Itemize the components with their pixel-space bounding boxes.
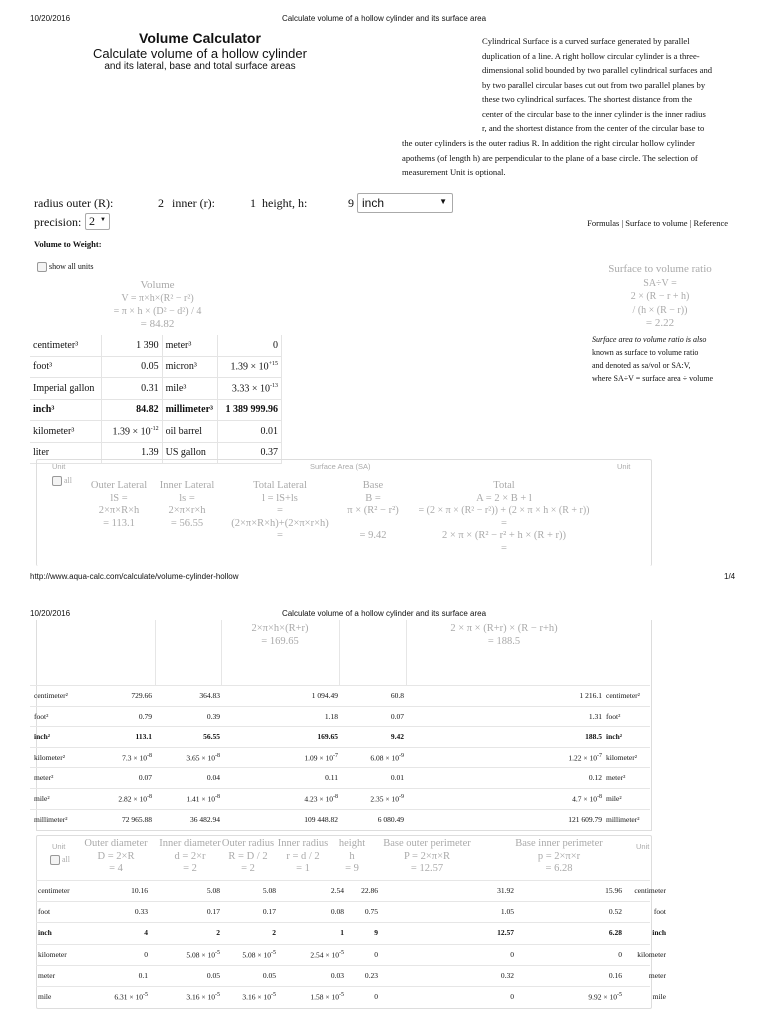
dims-row-value: $6.31 \times 10^{-5}$ bbox=[114, 992, 148, 1002]
total-lateral-formula bbox=[222, 480, 338, 543]
volume-unit: Imperial gallon bbox=[30, 378, 101, 400]
dims-header-title: height bbox=[338, 838, 366, 849]
dims-row-value: 0.33 bbox=[134, 907, 148, 917]
print-date: 10/20/2016 bbox=[30, 609, 71, 618]
dims-header-title: Inner diameter bbox=[159, 838, 221, 849]
surface-row-value: 109 448.82 bbox=[304, 814, 338, 824]
volume-formula-2: = π × h × (D² − d²) / 4 bbox=[113, 306, 202, 317]
volume-value: $1.39 \times 10^{+15}$ bbox=[218, 356, 282, 378]
volume-unit: kilometer³ bbox=[30, 421, 101, 443]
outer-lateral-f2: 2×π×R×h bbox=[98, 505, 140, 516]
dims-all-checkbox[interactable] bbox=[50, 855, 60, 865]
surface-row-value: 113.1 bbox=[135, 732, 152, 742]
description-line: these two cylindrical surfaces. The shortest distance from the bbox=[482, 94, 693, 104]
surface-row-value: $4.7 \times 10^{-8}$ bbox=[572, 794, 602, 804]
inner-lateral-f2: 2×π×r×h bbox=[168, 505, 206, 516]
inner-radius-input[interactable]: 1 bbox=[250, 196, 256, 210]
inner-lateral-f1: ls = bbox=[179, 492, 195, 504]
total-lateral-f5: 2×π×h×(R+r) bbox=[251, 623, 309, 634]
surface-row-value: $1.09 \times 10^{-7}$ bbox=[304, 752, 338, 763]
dims-row-unit-right: kilometer bbox=[637, 949, 666, 959]
volume-unit: meter³ bbox=[162, 335, 218, 356]
dims-row-unit: foot bbox=[38, 907, 51, 917]
precision-label: precision: bbox=[34, 215, 82, 229]
dims-row-value: $9.92 \times 10^{-5}$ bbox=[588, 992, 622, 1002]
dims-header-f: h bbox=[349, 850, 355, 862]
total-area-result: = 188.5 bbox=[487, 635, 521, 647]
surface-row-unit-right: inch² bbox=[606, 732, 623, 742]
volume-unit: US gallon bbox=[162, 442, 218, 464]
volume-row bbox=[30, 421, 282, 443]
chevron-down-icon: ▼ bbox=[100, 217, 106, 223]
dims-row-unit-right: mile bbox=[652, 992, 666, 1001]
total-lateral-title: Total Lateral bbox=[253, 480, 307, 491]
volume-unit: liter bbox=[30, 442, 101, 464]
description-line: Cylindrical Surface is a curved surface generated by parallel bbox=[482, 36, 690, 46]
volume-unit: centimeter³ bbox=[30, 335, 101, 356]
dims-column-header bbox=[218, 838, 278, 876]
surface-row-value: $2.82 \times 10^{-8}$ bbox=[118, 794, 152, 804]
dims-header-r: = 2 bbox=[183, 863, 197, 874]
surface-row-value: 0.39 bbox=[206, 711, 220, 721]
total-lateral-f4: = bbox=[277, 530, 283, 541]
base-f1: B = bbox=[365, 492, 381, 504]
dims-row-value: 5.08 bbox=[262, 886, 276, 895]
surface-all-checkbox[interactable] bbox=[52, 476, 62, 486]
nav-links bbox=[587, 218, 728, 228]
title-block bbox=[60, 30, 340, 72]
dims-header-f: R = D / 2 bbox=[228, 850, 268, 862]
row-divider bbox=[36, 944, 650, 945]
dims-header-f: D = 2×R bbox=[97, 850, 135, 862]
dims-header-title: Base inner perimeter bbox=[515, 838, 603, 849]
surface-row-value: 60.8 bbox=[390, 691, 404, 700]
dims-header-r: = 2 bbox=[241, 863, 255, 874]
dims-header-title: Base outer perimeter bbox=[383, 838, 471, 849]
surface-row-value: 729.66 bbox=[131, 691, 152, 700]
dims-header-title: Outer diameter bbox=[84, 838, 148, 849]
surface-row-value: 121 609.79 bbox=[568, 814, 602, 824]
total-area-f5: = bbox=[501, 542, 507, 554]
surface-row-unit-right: millimeter² bbox=[606, 814, 640, 824]
dims-header-f: d = 2×r bbox=[174, 850, 206, 862]
surface-row-value: 56.55 bbox=[203, 732, 220, 742]
dims-header-r: = 9 bbox=[345, 863, 359, 874]
dims-header-r: = 6.28 bbox=[545, 863, 573, 874]
spacer bbox=[338, 518, 408, 531]
volume-row bbox=[30, 356, 282, 378]
volume-row bbox=[30, 335, 282, 356]
surface-row-unit-right: meter² bbox=[606, 773, 626, 783]
surface-row-value: 1 216.1 bbox=[579, 691, 602, 700]
total-area-f6: 2 × π × (R+r) × (R − r+h) bbox=[450, 623, 558, 634]
surface-row-value: 188.5 bbox=[585, 732, 602, 742]
surface-row-value: 1 094.49 bbox=[311, 691, 338, 700]
precision-select-value: 2 bbox=[89, 214, 95, 228]
dims-unit-label-right: Unit bbox=[636, 842, 650, 851]
print-url: http://www.aqua-calc.com/calculate/volume-cylinder-hollow bbox=[30, 572, 239, 581]
surface-row-unit-right: mile² bbox=[606, 794, 622, 803]
print-title: Calculate volume of a hollow cylinder and its surface area bbox=[281, 14, 487, 23]
total-area-f2: = (2 × π × (R² − r²)) + (2 × π × h × (R + r)) bbox=[418, 505, 590, 516]
dims-row-value: 0 bbox=[510, 949, 514, 959]
volume-title: Volume bbox=[140, 279, 175, 291]
dims-row-value: 22.86 bbox=[361, 886, 378, 895]
row-divider bbox=[36, 880, 650, 881]
reference-link[interactable]: Reference bbox=[693, 218, 728, 228]
dims-row-value: 0.52 bbox=[608, 907, 622, 917]
volume-value: 1 389 999.96 bbox=[218, 399, 282, 421]
volume-value: $3.33 \times 10^{-13}$ bbox=[218, 378, 282, 400]
description-line: dimensional solid bounded by two parallel cylindrical surfaces and bbox=[482, 65, 713, 75]
dims-column-header bbox=[368, 838, 486, 876]
sv-note-1: Surface area to volume ratio is also bbox=[592, 335, 707, 344]
inner-lateral-result: = 56.55 bbox=[170, 517, 204, 529]
base-formula bbox=[338, 480, 408, 543]
volume-value: 0.01 bbox=[218, 421, 282, 443]
base-f2: π × (R² − r²) bbox=[347, 505, 399, 516]
description-line: center of the circular base to the inner cylinder is the inner radius bbox=[482, 108, 706, 119]
surface-row-value: 0.01 bbox=[390, 773, 404, 783]
volume-unit: micron³ bbox=[162, 356, 218, 378]
page-subtitle-2: and its lateral, base and total surface areas bbox=[104, 61, 296, 72]
total-lateral-f3: (2×π×R×h)+(2×π×r×h) bbox=[231, 517, 329, 529]
volume-row bbox=[30, 399, 282, 421]
inner-radius-label: inner (r): bbox=[172, 196, 215, 210]
volume-value: 0.05 bbox=[101, 356, 162, 378]
sv-ratio-title: Surface to volume ratio bbox=[608, 263, 712, 275]
dims-row-value: $2.54 \times 10^{-5}$ bbox=[310, 949, 344, 960]
total-lateral-f1: l = lS+ls bbox=[262, 492, 298, 504]
volume-value: 1.39 bbox=[101, 442, 162, 464]
surface-row-value: 0.12 bbox=[588, 773, 602, 783]
dims-row-unit: centimeter bbox=[38, 886, 70, 895]
dims-row-value: 15.96 bbox=[605, 886, 622, 895]
surface-row-value: 6 080.49 bbox=[377, 814, 404, 824]
row-divider bbox=[36, 922, 650, 923]
volume-to-weight-link[interactable]: Volume to Weight: bbox=[34, 239, 102, 249]
volume-value: $1.39 \times 10^{-12}$ bbox=[101, 421, 162, 443]
volume-value: 84.82 bbox=[101, 399, 162, 421]
surface-row-unit: millimeter² bbox=[34, 814, 68, 824]
dims-header-title: Inner radius bbox=[277, 838, 329, 849]
volume-table bbox=[30, 335, 282, 464]
volume-value: 0.37 bbox=[218, 442, 282, 464]
dims-column-header bbox=[76, 838, 156, 876]
dims-header-r: = 4 bbox=[109, 863, 123, 874]
surface-row-value: 0.11 bbox=[325, 773, 338, 783]
description-line: r, and the shortest distance from the center of the circular base to bbox=[482, 123, 705, 133]
height-input[interactable]: 9 bbox=[348, 196, 354, 210]
surface-row-value: 169.65 bbox=[317, 732, 338, 742]
dims-column-header bbox=[154, 838, 226, 876]
dims-row-value: 0.16 bbox=[608, 970, 622, 980]
surface-row-value: 0.07 bbox=[390, 711, 404, 721]
surface-unit-label: Unit bbox=[52, 462, 66, 471]
volume-value: 0 bbox=[218, 335, 282, 356]
surface-row-value: $6.08 \times 10^{-9}$ bbox=[370, 752, 404, 763]
dims-column-header bbox=[478, 838, 640, 876]
sv-ratio-formula bbox=[590, 263, 730, 331]
description-line: the outer cylinders is the outer radius R. In addition the right circular hollow cylinder bbox=[402, 138, 695, 148]
dims-header-f: r = d / 2 bbox=[286, 850, 320, 862]
row-divider bbox=[36, 965, 650, 966]
dims-header-title: Outer radius bbox=[221, 838, 275, 849]
volume-formula bbox=[60, 279, 255, 331]
sv-note-2: known as surface to volume ratio bbox=[592, 348, 699, 357]
total-lateral-continued bbox=[222, 623, 338, 648]
surface-row-value: 1.31 bbox=[588, 711, 602, 721]
row-divider bbox=[30, 706, 650, 707]
print-title: Calculate volume of a hollow cylinder and its surface area bbox=[281, 609, 487, 618]
outer-lateral-f1: lS = bbox=[110, 492, 128, 504]
total-area-continued bbox=[406, 623, 602, 648]
surface-row-unit: meter² bbox=[34, 773, 54, 783]
surface-row-value: $2.35 \times 10^{-9}$ bbox=[370, 794, 404, 804]
formulas-link[interactable]: Formulas bbox=[587, 218, 620, 228]
unit-select-value: inch bbox=[362, 196, 385, 210]
surface-all[interactable] bbox=[52, 476, 72, 486]
dims-row-value: 0.75 bbox=[364, 907, 378, 917]
dims-row-value: 31.92 bbox=[497, 886, 514, 895]
dims-all[interactable] bbox=[50, 855, 70, 865]
dims-row-value: $5.08 \times 10^{-5}$ bbox=[242, 949, 276, 960]
dims-row-value: 2 bbox=[272, 928, 276, 938]
sv-note-4: where SA÷V = surface area ÷ volume bbox=[592, 374, 714, 383]
volume-formula-1: V = π×h×(R² − r²) bbox=[121, 293, 194, 304]
dims-row-value: 0 bbox=[510, 992, 514, 1001]
dims-row-value: 0.03 bbox=[330, 970, 344, 980]
description-line: by two parallel circular bases cut out from two parallel planes by bbox=[482, 79, 706, 90]
dims-row-unit: kilometer bbox=[38, 949, 67, 959]
total-lateral-f2: = bbox=[277, 505, 283, 516]
print-date: 10/20/2016 bbox=[30, 14, 71, 23]
dims-row-unit: meter bbox=[38, 970, 56, 980]
dims-row-value: $1.58 \times 10^{-5}$ bbox=[310, 992, 344, 1002]
volume-result: = 84.82 bbox=[140, 318, 175, 330]
surface-row-unit: kilometer² bbox=[34, 752, 65, 762]
volume-unit: millimeter³ bbox=[162, 399, 218, 421]
surface-row-value: 9.42 bbox=[390, 732, 404, 742]
dims-row-unit: inch bbox=[38, 928, 52, 938]
volume-value: 1 390 bbox=[101, 335, 162, 356]
dims-row-value: $3.16 \times 10^{-5}$ bbox=[242, 992, 276, 1002]
row-divider bbox=[30, 685, 650, 686]
description-line: measurement Unit is optional. bbox=[402, 167, 506, 177]
outer-lateral-result: = 113.1 bbox=[103, 517, 135, 529]
dims-header-f: p = 2×π×r bbox=[537, 850, 581, 862]
link-separator: | bbox=[621, 218, 624, 228]
surface-row-value: 0.79 bbox=[138, 711, 152, 721]
show-all-units[interactable] bbox=[37, 262, 93, 272]
height-label: height, h: bbox=[262, 196, 308, 210]
link-separator: | bbox=[689, 218, 692, 228]
dims-header-r: = 1 bbox=[296, 863, 310, 874]
sv-ratio-result: = 2.22 bbox=[645, 317, 675, 329]
total-area-f1: A = 2 × B + l bbox=[476, 492, 532, 504]
volume-unit: foot³ bbox=[30, 356, 101, 378]
dims-row-value: 0.05 bbox=[206, 970, 220, 980]
description-wide bbox=[402, 136, 728, 180]
unit-select[interactable] bbox=[357, 193, 453, 213]
total-area-formula bbox=[406, 480, 602, 555]
outer-lateral-title: Outer Lateral bbox=[90, 480, 148, 491]
dims-row-value: 0.17 bbox=[206, 907, 220, 917]
surface-row-unit: foot² bbox=[34, 711, 49, 721]
description bbox=[482, 34, 728, 136]
dims-row-value: 0 bbox=[374, 949, 378, 959]
print-page-number: 1/4 bbox=[724, 572, 736, 581]
dims-row-value: $3.16 \times 10^{-5}$ bbox=[186, 992, 220, 1002]
dims-row-value: 0.32 bbox=[500, 970, 514, 980]
chevron-down-icon: ▼ bbox=[439, 197, 447, 206]
sv-note-3: and denoted as sa/vol or SA:V, bbox=[592, 361, 691, 370]
surface-row-value: $4.23 \times 10^{-8}$ bbox=[304, 794, 338, 804]
radius-outer-label: radius outer (R): bbox=[34, 196, 114, 210]
dims-row-value: 2 bbox=[216, 928, 220, 938]
dims-row-value: 1 bbox=[340, 928, 344, 938]
show-all-units-checkbox[interactable] bbox=[37, 262, 47, 272]
dims-row-value: 0.05 bbox=[262, 970, 276, 980]
surface-row-unit: inch² bbox=[34, 732, 51, 742]
volume-unit: inch³ bbox=[30, 399, 101, 421]
volume-value: 0.31 bbox=[101, 378, 162, 400]
show-all-units-label: show all units bbox=[49, 262, 94, 271]
surface-all-label: all bbox=[64, 476, 72, 485]
total-lateral-result: = 169.65 bbox=[261, 635, 299, 647]
dims-row-value: 4 bbox=[144, 928, 148, 938]
dims-row-value: 6.28 bbox=[608, 928, 622, 938]
base-title: Base bbox=[362, 480, 384, 491]
dims-row-value: 0.17 bbox=[262, 907, 276, 917]
row-divider bbox=[30, 747, 650, 748]
surface-row-value: 364.83 bbox=[199, 691, 220, 700]
sv-ratio-formula-2: 2 × (R − r + h) bbox=[630, 291, 690, 302]
inner-lateral-formula bbox=[152, 480, 222, 530]
surface-row-value: 72 965.88 bbox=[122, 814, 152, 824]
surface-to-volume-link[interactable]: Surface to volume bbox=[625, 218, 688, 228]
dims-row-value: 12.57 bbox=[497, 928, 514, 938]
row-divider bbox=[30, 788, 650, 789]
dims-row-value: 1.05 bbox=[500, 907, 514, 917]
row-divider bbox=[30, 767, 650, 768]
surface-row-value: $3.65 \times 10^{-8}$ bbox=[186, 752, 220, 763]
surface-row-value: 0.07 bbox=[138, 773, 152, 783]
dims-row-unit: mile bbox=[38, 992, 52, 1001]
total-area-title: Total bbox=[493, 480, 515, 491]
outer-lateral-formula bbox=[82, 480, 156, 530]
dims-row-value: $5.08 \times 10^{-5}$ bbox=[186, 949, 220, 960]
dims-header-r: = 12.57 bbox=[410, 863, 444, 874]
dims-row-value: 0 bbox=[618, 949, 622, 959]
row-divider bbox=[30, 726, 650, 727]
sv-ratio-formula-1: SA÷V = bbox=[643, 277, 677, 289]
dims-unit-label: Unit bbox=[52, 842, 66, 851]
dims-row-value: 0 bbox=[374, 992, 378, 1001]
total-area-f4: 2 × π × (R² − r² + h × (R + r)) bbox=[441, 530, 567, 541]
row-divider bbox=[36, 986, 650, 987]
dims-row-unit-right: inch bbox=[652, 928, 666, 938]
surface-row-value: $1.41 \times 10^{-8}$ bbox=[186, 794, 220, 804]
volume-unit: mile³ bbox=[162, 378, 218, 400]
dims-header-f: P = 2×π×R bbox=[403, 850, 451, 862]
dims-row-value: 0.08 bbox=[330, 907, 344, 917]
dims-row-value: 10.16 bbox=[131, 886, 148, 895]
dims-row-value: 9 bbox=[374, 928, 378, 938]
volume-unit: oil barrel bbox=[162, 421, 218, 443]
radius-outer-input[interactable]: 2 bbox=[158, 196, 164, 210]
surface-unit-label-right: Unit bbox=[617, 462, 631, 471]
surface-row-unit: mile² bbox=[34, 794, 50, 803]
dims-row-value: 5.08 bbox=[206, 886, 220, 895]
base-result: = 9.42 bbox=[359, 530, 387, 541]
inner-lateral-title: Inner Lateral bbox=[159, 480, 215, 491]
surface-row-unit-right: centimeter² bbox=[606, 691, 640, 700]
surface-row-value: 1.18 bbox=[324, 711, 338, 721]
surface-header: Surface Area (SA) bbox=[310, 462, 371, 471]
dims-row-unit-right: foot bbox=[653, 907, 666, 917]
surface-row-value: $1.22 \times 10^{-7}$ bbox=[568, 752, 602, 763]
page-subtitle: Calculate volume of a hollow cylinder bbox=[93, 46, 307, 61]
row-divider bbox=[30, 809, 650, 810]
total-area-f3: = bbox=[501, 517, 507, 529]
row-divider bbox=[36, 901, 650, 902]
page-title: Volume Calculator bbox=[139, 30, 261, 46]
surface-row-unit: centimeter² bbox=[34, 691, 68, 700]
sv-ratio-formula-3: / (h × (R − r)) bbox=[632, 304, 688, 316]
dims-all-label: all bbox=[62, 855, 70, 864]
surface-row-value: 36 482.94 bbox=[190, 814, 220, 824]
sv-ratio-note bbox=[592, 333, 713, 385]
dims-row-unit-right: centimeter bbox=[634, 886, 666, 895]
dims-column-header bbox=[270, 838, 336, 876]
description-line: duplication of a line. A right hollow circular cylinder is a three- bbox=[482, 50, 700, 61]
dims-row-value: 0.1 bbox=[138, 970, 148, 980]
dims-row-value: 0.23 bbox=[364, 970, 378, 980]
surface-row-value: 0.04 bbox=[206, 773, 220, 783]
surface-row-unit-right: foot² bbox=[606, 711, 621, 721]
dims-row-value: 0 bbox=[144, 949, 148, 959]
dims-row-unit-right: meter bbox=[648, 970, 666, 980]
precision-select[interactable] bbox=[85, 213, 110, 230]
surface-row-value: $7.3 \times 10^{-8}$ bbox=[122, 752, 152, 763]
surface-row-unit-right: kilometer² bbox=[606, 752, 637, 762]
volume-row bbox=[30, 378, 282, 400]
description-line: apothems (of length h) are perpendicular to the plane of a base circle. The selection of bbox=[402, 152, 698, 163]
dims-row-value: 2.54 bbox=[330, 886, 344, 895]
